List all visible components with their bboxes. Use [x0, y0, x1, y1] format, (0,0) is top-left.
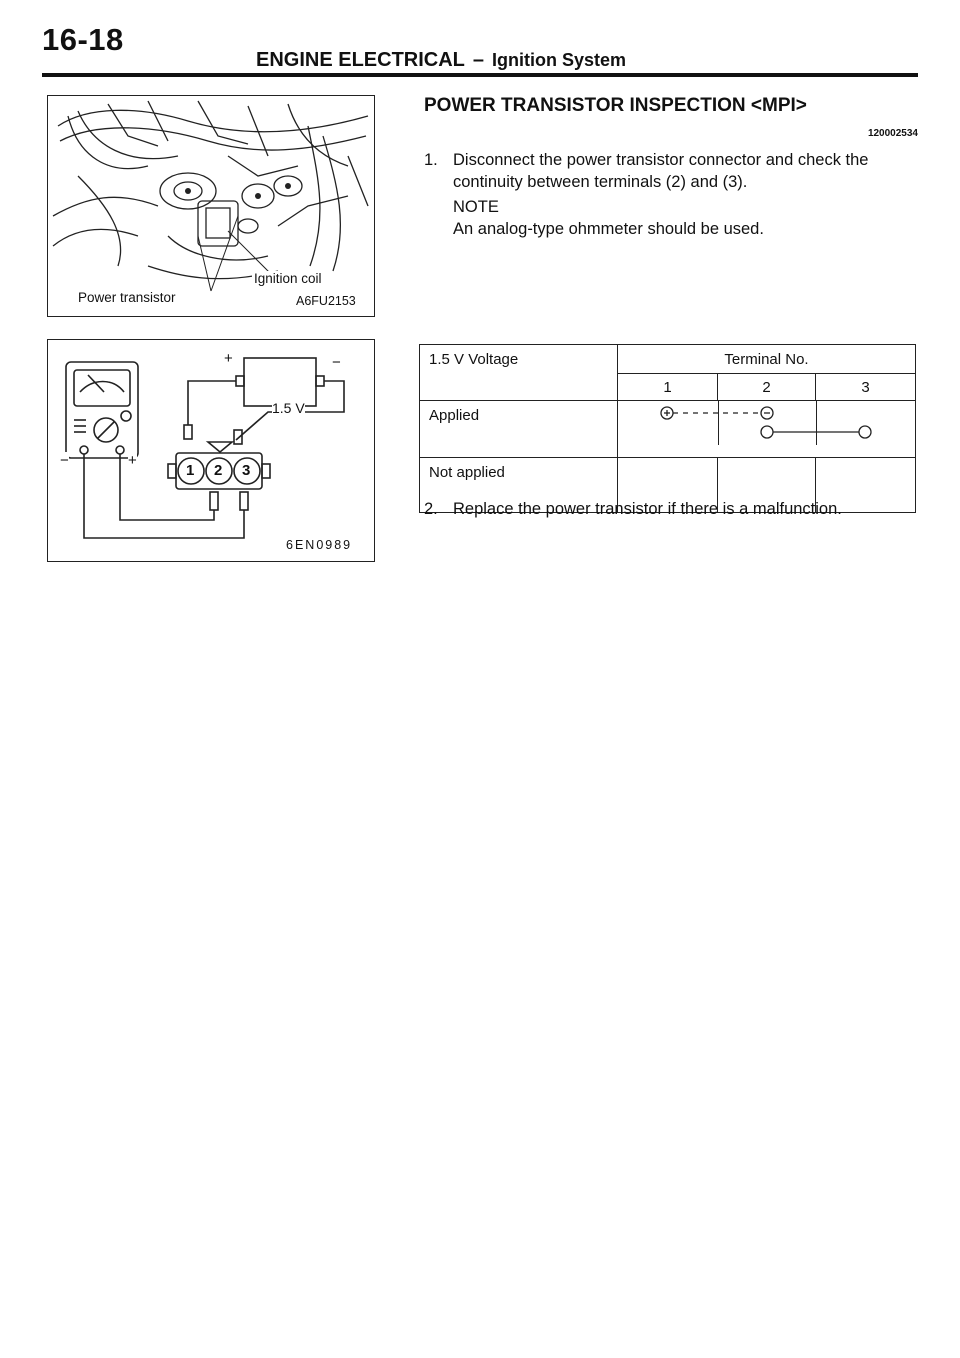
continuity-symbols [618, 401, 916, 445]
test-wiring-figure [47, 339, 375, 562]
title-dash: – [472, 49, 485, 71]
meter-plus: + [128, 452, 137, 469]
note-block [453, 196, 764, 240]
subsection-name: Ignition System [492, 50, 627, 70]
battery-minus: − [332, 354, 341, 371]
battery-icon [244, 358, 316, 406]
row-not-applied-label: Not applied [420, 458, 618, 513]
pin-1-label: 1 [186, 462, 195, 479]
continuity-start-icon [761, 426, 773, 438]
step-1-number: 1. [424, 151, 438, 169]
header-rule [42, 73, 918, 77]
meter-minus: − [60, 452, 69, 469]
pin-3-label: 3 [242, 462, 251, 479]
page-number: 16-18 [42, 22, 124, 57]
ohmmeter-icon [66, 362, 138, 458]
continuity-end-icon [859, 426, 871, 438]
wiring-diagram [48, 340, 374, 561]
doc-number: 120002534 [867, 128, 918, 139]
battery-voltage: 1.5 V [272, 400, 305, 416]
step-2-text: Replace the power transistor if there is a malfunction. [453, 500, 842, 518]
section-title [256, 49, 626, 72]
engine-photo-figure [47, 95, 375, 317]
ignition-coil-label: Ignition coil [254, 271, 322, 286]
figure2-code: 6EN0989 [286, 538, 353, 552]
pin-2-label: 2 [214, 462, 223, 479]
row-applied-continuity [618, 401, 916, 458]
continuity-table [419, 344, 916, 513]
note-text: An analog-type ohmmeter should be used. [453, 220, 764, 238]
power-transistor-label: Power transistor [78, 290, 176, 305]
voltage-header: 1.5 V Voltage [420, 345, 618, 401]
note-label: NOTE [453, 198, 499, 216]
battery-plus: + [224, 350, 233, 367]
section-heading: POWER TRANSISTOR INSPECTION <MPI> [424, 95, 807, 116]
terminal-2-header: 2 [718, 374, 816, 401]
terminal-header: Terminal No. [618, 345, 916, 374]
step-2-number: 2. [424, 500, 438, 518]
figure1-code: A6FU2153 [296, 294, 356, 308]
step-1-text: Disconnect the power transistor connector and check the continuity between terminals (2) and (3). [453, 151, 869, 191]
section-name: ENGINE ELECTRICAL [256, 49, 465, 71]
engine-illustration [48, 96, 374, 316]
terminal-3-header: 3 [816, 374, 916, 401]
row-applied-label: Applied [420, 401, 618, 458]
terminal-1-header: 1 [618, 374, 718, 401]
